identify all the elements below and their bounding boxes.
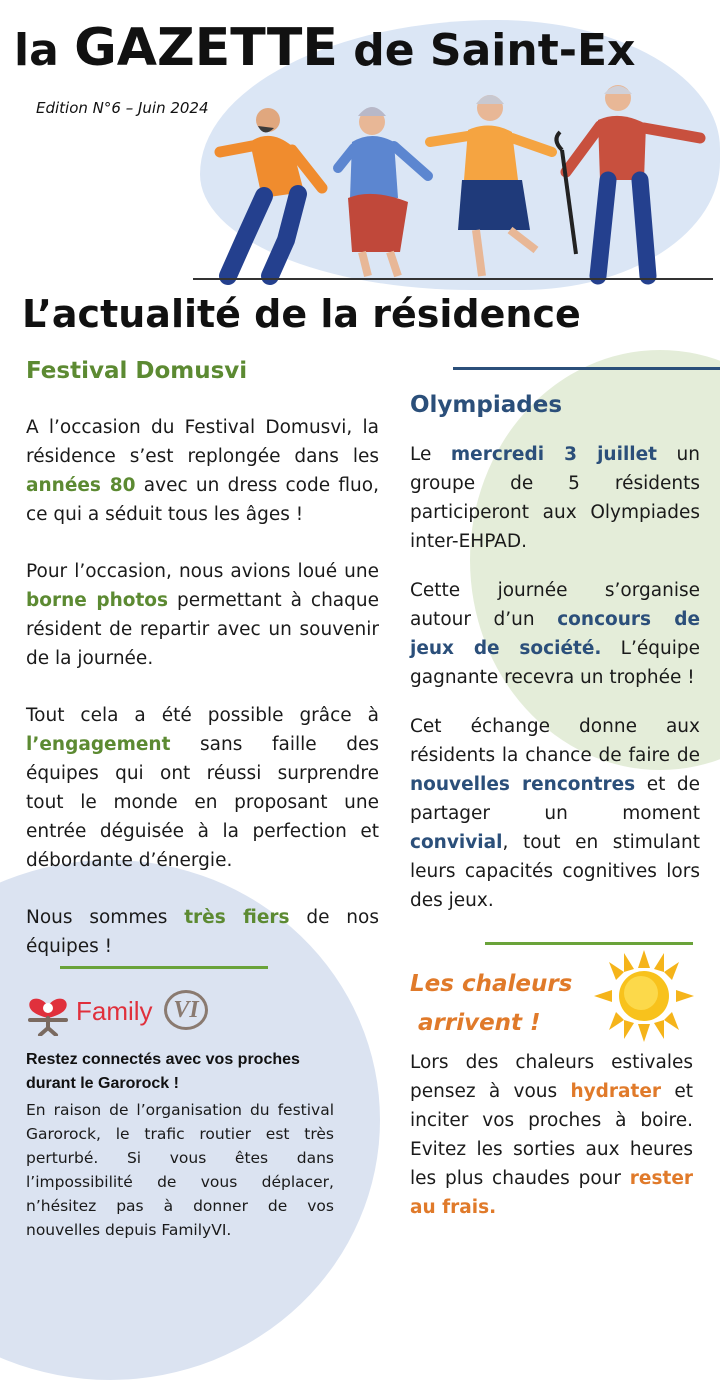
dancer-man-cane-icon	[556, 85, 700, 276]
olympiades-heading: Olympiades	[410, 392, 563, 418]
olympiades-divider	[453, 367, 720, 370]
sun-icon	[594, 950, 694, 1042]
olympiades-article	[410, 440, 700, 943]
chaleurs-heading-line1: Les chaleurs	[410, 971, 573, 997]
newsletter-title: la GAZETTE de Saint-Ex	[14, 18, 636, 78]
illustration-baseline	[193, 278, 713, 280]
chaleurs-paragraph: Lors des chaleurs estivales pensez à vous hydrater et inciter vos proches à boire. Evitez les sorties aux heures les plus chaudes pour rester au frais.	[410, 1052, 693, 1218]
dancing-seniors-illustration	[200, 80, 720, 285]
familyvi-logo	[20, 988, 220, 1036]
familyvi-heart-person-icon	[20, 988, 76, 1036]
chaleurs-divider	[485, 942, 693, 945]
festival-heading: Festival Domusvi	[26, 358, 248, 384]
familyvi-logo-mark: VI	[164, 990, 208, 1030]
festival-article	[26, 413, 379, 989]
dancer-woman-blue-icon	[338, 107, 428, 276]
familyvi-divider	[60, 966, 268, 969]
section-title: L’actualité de la résidence	[22, 292, 581, 336]
olympiades-paragraph-1: Le mercredi 3 juillet un groupe de 5 résidents participeront aux Olympiades inter-EHPAD.	[410, 444, 700, 552]
festival-paragraph-2: Pour l’occasion, nous avions loué une borne photos permettant à chaque résident de repartir avec un souvenir de la journée.	[26, 561, 379, 669]
familyvi-body: En raison de l’organisation du festival Garorock, le trafic routier est très perturbé. Si vous êtes dans l’impossibilité de vous déplacer, n’hésitez pas à donner de vos nouvelles depuis FamilyVI.	[26, 1101, 334, 1239]
festival-paragraph-4: Nous sommes très fiers de nos équipes !	[26, 907, 379, 957]
edition-label: Edition N°6 – Juin 2024	[36, 99, 209, 117]
festival-paragraph-3: Tout cela a été possible grâce à l’engagement sans faille des équipes qui ont réussi surprendre tout le monde en proposant une entrée déguisée à la perfection et débordante d’énergie.	[26, 705, 379, 871]
chaleurs-article	[410, 1048, 693, 1222]
familyvi-logo-text: Family	[76, 996, 153, 1026]
familyvi-heading: Restez connectés avec vos proches durant le Garorock !	[26, 1051, 300, 1092]
dancer-woman-orange-icon	[430, 95, 552, 276]
olympiades-paragraph-2: Cette journée s’organise autour d’un concours de jeux de société. L’équipe gagnante recevra un trophée !	[410, 580, 700, 688]
festival-paragraph-1: A l’occasion du Festival Domusvi, la résidence s’est replongée dans les années 80 avec un dress code fluo, ce qui a séduit tous les âges !	[26, 417, 379, 525]
chaleurs-heading-line2: arrivent !	[418, 1010, 541, 1036]
olympiades-paragraph-3: Cet échange donne aux résidents la chance de faire de nouvelles rencontres et de partager un moment convivial, tout en stimulant leurs capacités cognitives lors des jeux.	[410, 716, 700, 911]
dancer-man-orange-icon	[220, 108, 322, 276]
